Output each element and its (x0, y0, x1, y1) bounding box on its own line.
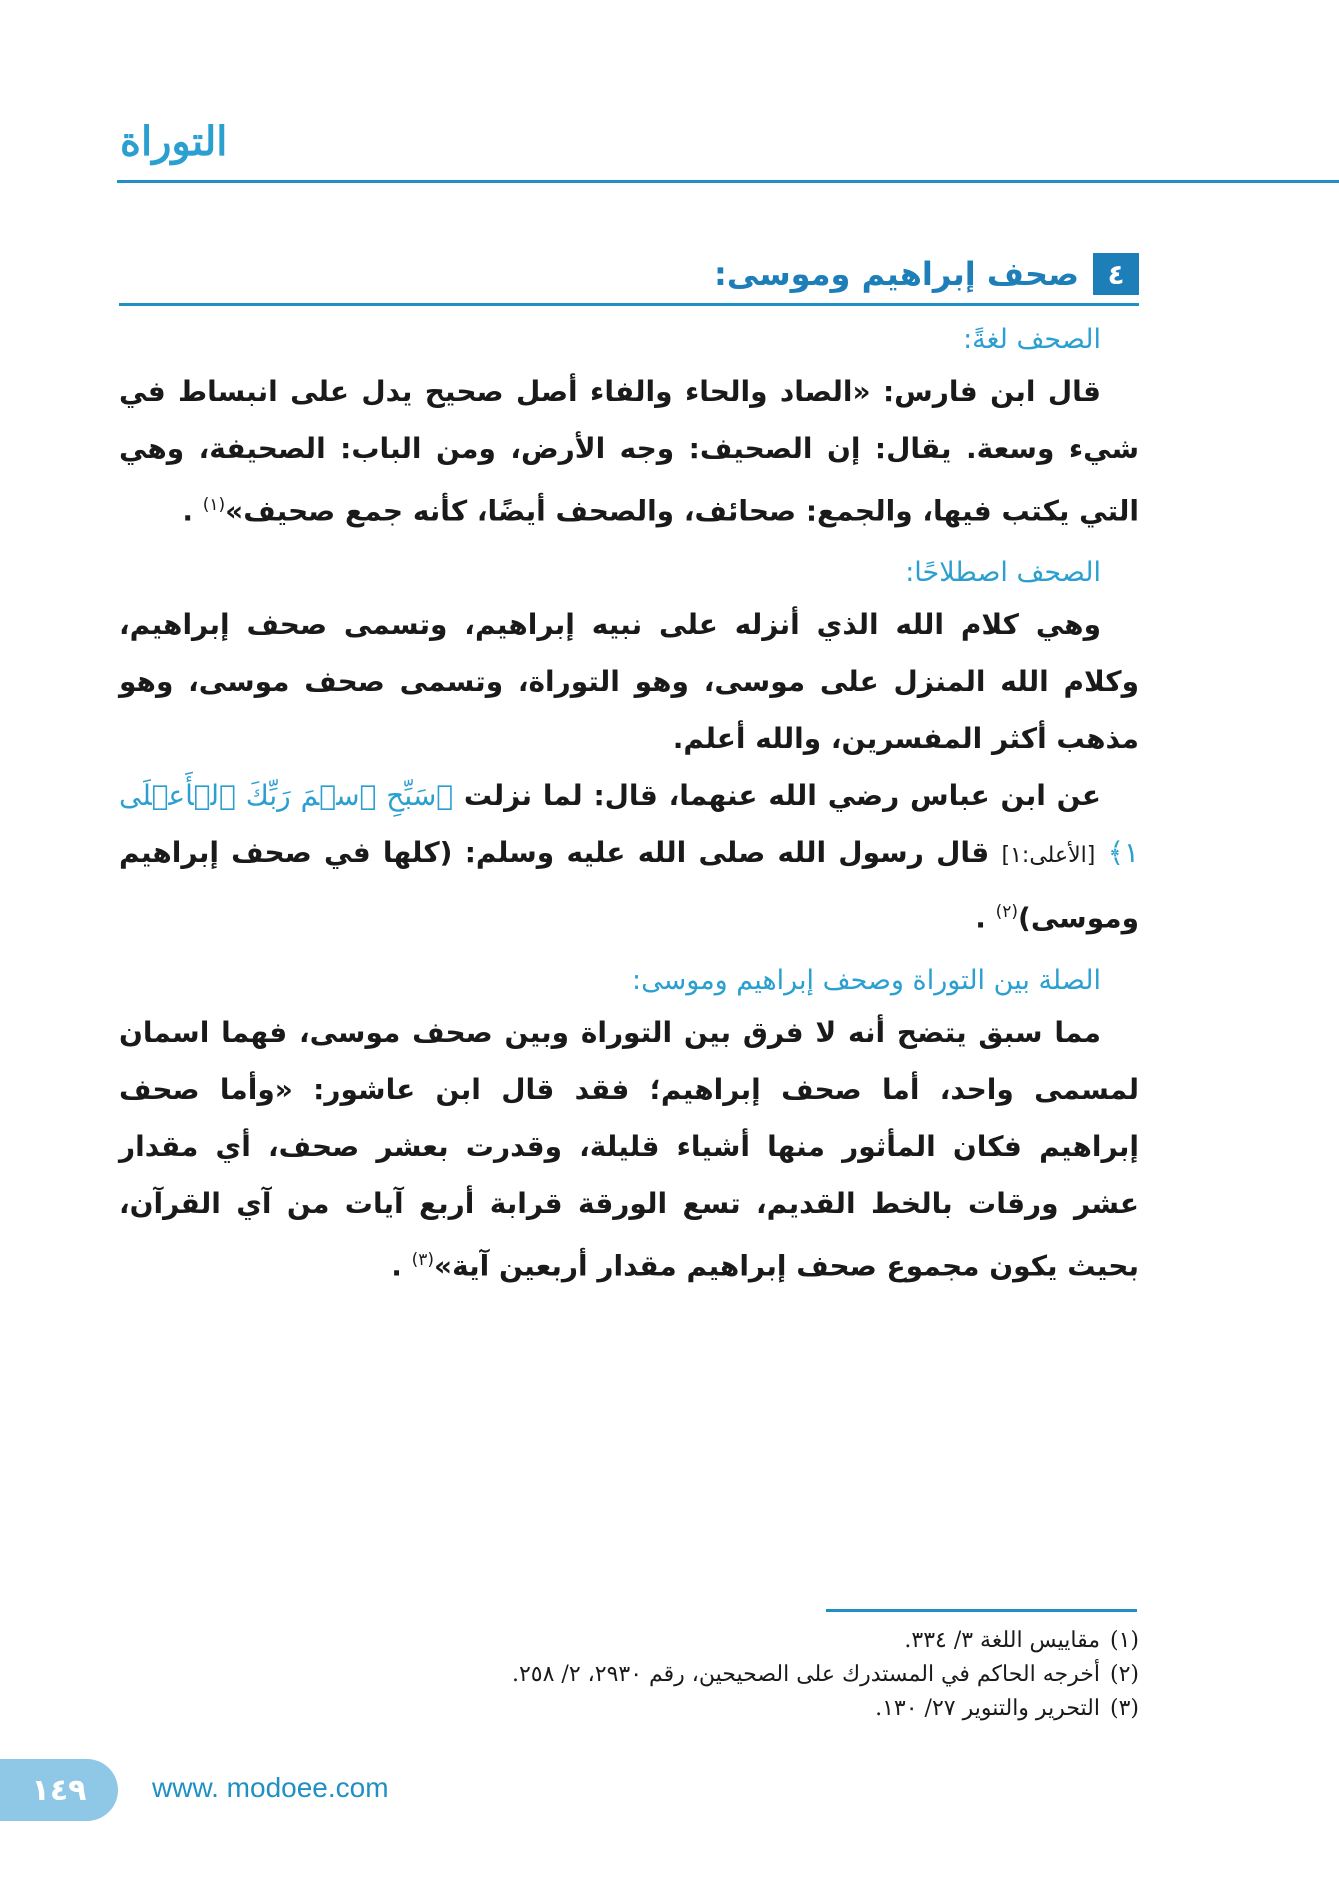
paragraph-relation: مما سبق يتضح أنه لا فرق بين التوراة وبين صحف موسى، فهما اسمان لمسمى واحد، أما صحف إبراهيم؛ فقد قال ابن عاشور: «وأما صحف إبراهيم فكان المأثور منها أشياء قليلة، وقدرت بعشر صحف، أي مقدار عشر ورقات بالخط القديم، تسع الورقة قرابة أربع آيات من آي القرآن، بحيث يكون مجموع صحف إبراهيم مقدار أربعين آية»$^{(٣)}$ . (119, 1015, 1139, 1282)
surah-reference: [الأعلى:١] (1001, 843, 1096, 869)
footnote-marker[interactable]: (١) (202, 495, 226, 515)
paragraph-hadith: عن ابن عباس رضي الله عنهما، قال: لما نزلت ﴿سَبِّحِ ٱسۡمَ رَبِّكَ ٱلۡأَعۡلَى ١﴾ [الأعلى:١] قال رسول الله صلى الله عليه وسلم: (كلها في صحف إبراهيم وموسى)$^{(٢)}$ . (119, 779, 1140, 935)
paragraph-text: مما سبق يتضح أنه لا فرق بين التوراة وبين صحف موسى، فهما اسمان لمسمى واحد، أما صحف إبراهيم؛ فقد قال ابن عاشور: «وأما صحف إبراهيم فكان المأثور منها أشياء قليلة، وقدرت بعشر صحف، أي مقدار عشر ورقات بالخط القديم، تسع الورقة قرابة أربع آيات من آي القرآن، بحيث يكون مجموع صحف إبراهيم مقدار أربعين آية» (119, 1015, 1139, 1282)
footnote-marker[interactable]: (٢) (995, 902, 1019, 923)
paragraph-technical: وهي كلام الله الذي أنزله على نبيه إبراهيم، وتسمى صحف إبراهيم، وكلام الله المنزل على موسى، وهو التوراة، وتسمى صحف موسى، وهو مذهب أكثر المفسرين، والله أعلم. (119, 608, 1139, 756)
footnote-number: (١) (1109, 1628, 1139, 1653)
subheading-technical: الصحف اصطلاحًا: (905, 557, 1101, 589)
footnote-text: التحرير والتنوير ٢٧/ ١٣٠. (875, 1696, 1100, 1721)
footnote-number: (٢) (1109, 1662, 1139, 1687)
section (119, 253, 1139, 1294)
hadith-text: قال رسول الله صلى الله عليه وسلم: (كلها في صحف إبراهيم وموسى) (119, 836, 1139, 935)
quran-verse: ﴿سَبِّحِ ٱسۡمَ رَبِّكَ ٱلۡأَعۡلَى ١﴾ (119, 779, 1140, 870)
footnote-number: (٣) (1109, 1696, 1139, 1721)
footnotes (119, 1624, 1139, 1726)
footnote-text: مقاييس اللغة ٣/ ٣٣٤. (904, 1628, 1100, 1653)
section-number-badge: ٤ (1093, 253, 1139, 295)
paragraph-linguistic: قال ابن فارس: «الصاد والحاء والفاء أصل صحيح يدل على انبساط في شيء وسعة. يقال: إن الصحيف: وجه الأرض، ومن الباب: الصحيفة، وهي التي يكتب فيها، والجمع: صحائف، والصحف أيضًا، كأنه جمع صحيف»$^{(١)}$ . (119, 375, 1139, 528)
subheading-relation: الصلة بين التوراة وصحف إبراهيم وموسى: (632, 964, 1101, 996)
header-rule (117, 180, 1339, 183)
page-number-badge: ١٤٩ (0, 1759, 118, 1821)
running-title: التوراة (120, 118, 228, 165)
footnote-item (119, 1658, 1139, 1692)
footnote-rule (826, 1609, 1137, 1612)
paragraph-text: قال ابن فارس: «الصاد والحاء والفاء أصل صحيح يدل على انبساط في شيء وسعة. يقال: إن الصحيف: وجه الأرض، ومن الباب: الصحيفة، وهي التي يكتب فيها، والجمع: صحائف، والصحف أيضًا، كأنه جمع صحيف» (119, 375, 1139, 528)
section-title: صحف إبراهيم وموسى: (714, 255, 1079, 293)
hadith-intro: عن ابن عباس رضي الله عنهما، قال: لما نزلت (463, 779, 1102, 813)
website-link[interactable]: www. modoee.com (152, 1772, 389, 1803)
section-heading (119, 253, 1139, 306)
footnote-item (119, 1624, 1139, 1658)
footnote-text: أخرجه الحاكم في المستدرك على الصحيحين، رقم ٢٩٣٠، ٢/ ٢٥٨. (511, 1662, 1100, 1687)
footnote-marker[interactable]: (٣) (411, 1249, 435, 1270)
subheading-linguistic: الصحف لغةً: (963, 324, 1101, 355)
footnote-item (119, 1692, 1139, 1726)
